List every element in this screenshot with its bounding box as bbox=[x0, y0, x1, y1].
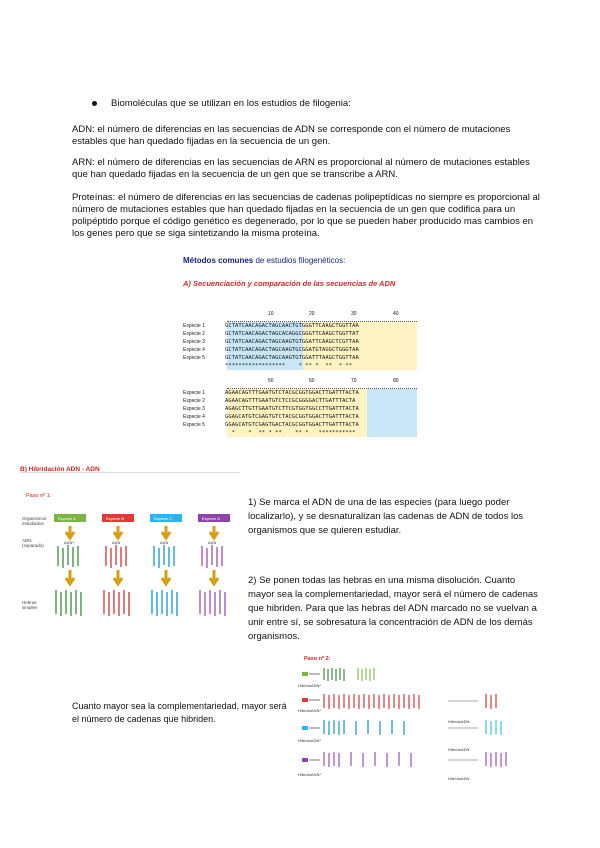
seq-row bbox=[183, 405, 419, 413]
seq-row bbox=[183, 429, 419, 437]
seq-row bbox=[183, 362, 419, 370]
organism-label: Especie D bbox=[202, 516, 221, 521]
bullet-icon bbox=[92, 101, 97, 106]
sequence: AGAACAGTTTGAATGTCTACGCGGTGGACTTGATTTACTA bbox=[225, 390, 359, 396]
species-label: Especie 1 bbox=[183, 323, 205, 329]
dna-label: ADN bbox=[160, 540, 169, 545]
arrow-icon bbox=[162, 526, 170, 538]
ruler-tick: 50 bbox=[268, 378, 274, 384]
organism-column-d bbox=[198, 514, 230, 616]
seq-row bbox=[183, 354, 419, 362]
seq-row bbox=[183, 330, 419, 338]
ruler-tick: 30 bbox=[351, 311, 357, 317]
left-label: Hebras bbox=[22, 600, 37, 605]
row-3 bbox=[302, 720, 501, 735]
organism-box bbox=[302, 698, 308, 702]
bullet-heading bbox=[92, 98, 351, 109]
ruler-1 bbox=[183, 311, 419, 322]
hybridization-figure-step2 bbox=[298, 656, 523, 784]
organism-label: Especie B bbox=[106, 516, 125, 521]
organism-label: Especie C bbox=[154, 516, 173, 521]
row-label: HíbridoADN* bbox=[298, 708, 321, 713]
row-label: HíbridoADN* bbox=[298, 738, 321, 743]
seq-rows-1 bbox=[183, 322, 419, 370]
left-label: simples bbox=[22, 605, 38, 610]
sequence: GGAGCATGTCGAGTGTCTACGCGGTGGACTTGATTTACTA bbox=[225, 414, 359, 420]
sequence: GGAGCATGTCGAGTGACTACGCGGTGGACTTGATTTACTA bbox=[225, 422, 359, 428]
seq-row bbox=[183, 389, 419, 397]
ruler-tick: 80 bbox=[393, 378, 399, 384]
sequence-block-1 bbox=[183, 311, 419, 370]
figure1-title-rest: de estudios filogenéticos: bbox=[253, 256, 346, 265]
bullet-text: Biomoléculas que se utilizan en los estudios de filogenia: bbox=[111, 98, 351, 109]
sequence: GCTATCAACAGACTAGCAACTGTGGGTTCAAGCTGGTTAA bbox=[225, 323, 359, 329]
arrow-icon bbox=[114, 526, 122, 538]
organism-box bbox=[302, 726, 308, 730]
left-label: estudiados bbox=[22, 521, 44, 526]
figure2-title: B) Hibridación ADN - ADN bbox=[20, 466, 100, 473]
sequence: AGAGCTTGTTGAATGTCTTCGTGGTGGCCTTGATTTACTA bbox=[225, 406, 359, 412]
species-label: Especie 5 bbox=[183, 355, 205, 361]
arrow-icon bbox=[66, 526, 74, 538]
ruler-tick: 70 bbox=[351, 378, 357, 384]
step1-text: 1) Se marca el ADN de una de las especies (para luego poder localizarlo), y se desnaturalizan las cadenas de ADN de todos los organismos que se quieren estudiar. bbox=[248, 497, 524, 536]
seq-row bbox=[183, 413, 419, 421]
row-label: HíbridoADN bbox=[448, 719, 470, 724]
figure1-subtitle: A) Secuenciación y comparación de las secuencias de ADN bbox=[183, 279, 396, 288]
species-label: Especie 3 bbox=[183, 406, 205, 412]
sequence: GCTATCAACAGACTAGCAAGTGTGGATTTAAGCTGGTTAA bbox=[225, 355, 359, 361]
organism-box bbox=[302, 758, 308, 762]
species-label: Especie 2 bbox=[183, 398, 205, 404]
arrow-icon bbox=[210, 526, 218, 538]
step2-text: 2) Se ponen todas las hebras en una misma disolución. Cuanto mayor sea la complementariedad, mayor será el número de cadenas que hibriden. Para que las hebras del ADN marcado no se vuelvan a unir entre sí, se sobresatura la concentración de ADN de los demás organismos. bbox=[248, 575, 538, 642]
left-label: ADN bbox=[22, 538, 32, 543]
species-label: Especie 2 bbox=[183, 331, 205, 337]
figure2-left-labels bbox=[22, 516, 46, 610]
dna-labels bbox=[64, 540, 217, 545]
figure2-step: Paso nº 1: bbox=[26, 493, 52, 499]
sequence: GCTATCAACAGACTAGCAAGTGCGGATGTAGGCTGGGTAA bbox=[225, 347, 359, 353]
sequence: GCTATCAACAGACTAGCAAGTGTGGATTCAAGCTCGTTAA bbox=[225, 339, 359, 345]
organism-label: Especie A bbox=[58, 516, 76, 521]
seq-row bbox=[183, 346, 419, 354]
organism-column-a bbox=[54, 514, 86, 616]
ruler-tick: 40 bbox=[393, 311, 399, 317]
species-label: Especie 5 bbox=[183, 422, 205, 428]
arrow-icon bbox=[114, 570, 122, 584]
dna-label: ADN bbox=[208, 540, 217, 545]
sequence-figure bbox=[183, 256, 419, 446]
hybridization-diagram-2 bbox=[298, 668, 523, 784]
figure1-title-bold: Métodos comunes bbox=[183, 256, 254, 265]
sequence: GCTATCAACAGACTAGCACAGGCGGGTTCAAGCTGGTTAT bbox=[225, 331, 359, 337]
arrow-icon bbox=[66, 570, 74, 584]
row-label: HíbridoADN bbox=[448, 747, 470, 752]
seq-row bbox=[183, 421, 419, 429]
organism-column-c bbox=[150, 514, 182, 616]
left-label: (separado) bbox=[22, 543, 44, 548]
left-label: Organismos bbox=[22, 516, 47, 521]
ruler-tick: 20 bbox=[309, 311, 315, 317]
arrow-icon bbox=[210, 570, 218, 584]
dna-label: ADN* bbox=[64, 540, 75, 545]
species-label: Especie 4 bbox=[183, 347, 205, 353]
figure1-title bbox=[183, 256, 419, 265]
arrow-icon bbox=[162, 570, 170, 584]
conclusion-text: Cuanto mayor sea la complementariedad, mayor será el número de cadenas que hibriden. bbox=[72, 701, 287, 724]
organism-box bbox=[302, 672, 308, 676]
row-label: HíbridoADN* bbox=[298, 683, 321, 688]
seq-row bbox=[183, 397, 419, 405]
ruler-2 bbox=[183, 378, 419, 389]
conservation-marks: ****************** * ** * ** * ** bbox=[225, 363, 353, 369]
hybridization-diagram-1 bbox=[50, 510, 240, 630]
row-1 bbox=[302, 668, 374, 681]
hybridization-figure-step1 bbox=[20, 466, 240, 636]
species-label: Especie 1 bbox=[183, 390, 205, 396]
ruler-tick: 10 bbox=[268, 311, 274, 317]
organism-column-b bbox=[102, 514, 134, 616]
row-2 bbox=[302, 694, 496, 709]
seq-rows-2 bbox=[183, 389, 419, 437]
row-4 bbox=[302, 752, 506, 767]
seq-row bbox=[183, 338, 419, 346]
adn-paragraph: ADN: el número de diferencias en las secuencias de ADN se corresponde con el número de mutaciones estables que han quedado fijadas en la secuencia de un gen. bbox=[72, 124, 511, 147]
row-label: HíbridoADN bbox=[448, 776, 470, 781]
figure3-step: Paso nº 2: bbox=[304, 656, 331, 662]
ruler-tick: 60 bbox=[309, 378, 315, 384]
arn-paragraph: ARN: el número de diferencias en las secuencias de ARN es proporcional al número de mutaciones estables que han quedado fijadas en la secuencia de un gen que se transcribe a ARN. bbox=[72, 157, 530, 180]
species-label: Especie 4 bbox=[183, 414, 205, 420]
conservation-marks: * * ** * ** ** * *********** bbox=[225, 430, 356, 436]
figure2-rule bbox=[20, 472, 240, 473]
species-label: Especie 3 bbox=[183, 339, 205, 345]
row-label: HíbridoADN* bbox=[298, 772, 321, 777]
dna-label: ADN bbox=[112, 540, 121, 545]
proteinas-paragraph: Proteínas: el número de diferencias en las secuencias de cadenas polipeptídicas no siempre es proporcional al número de mutaciones estables que han quedado fijadas en la secuencia de un gen que codifica para un polipéptido porque el código genético es degenerado, por lo que se pueden haber producido mas cambios en los genes pero que se siga sintetizando la misma proteína. bbox=[72, 192, 540, 239]
sequence-block-2 bbox=[183, 378, 419, 437]
sequence: AGAACAGTTTGAATGTCTCCGCGGGGACTTGATTTACTA bbox=[225, 398, 356, 404]
seq-row bbox=[183, 322, 419, 330]
